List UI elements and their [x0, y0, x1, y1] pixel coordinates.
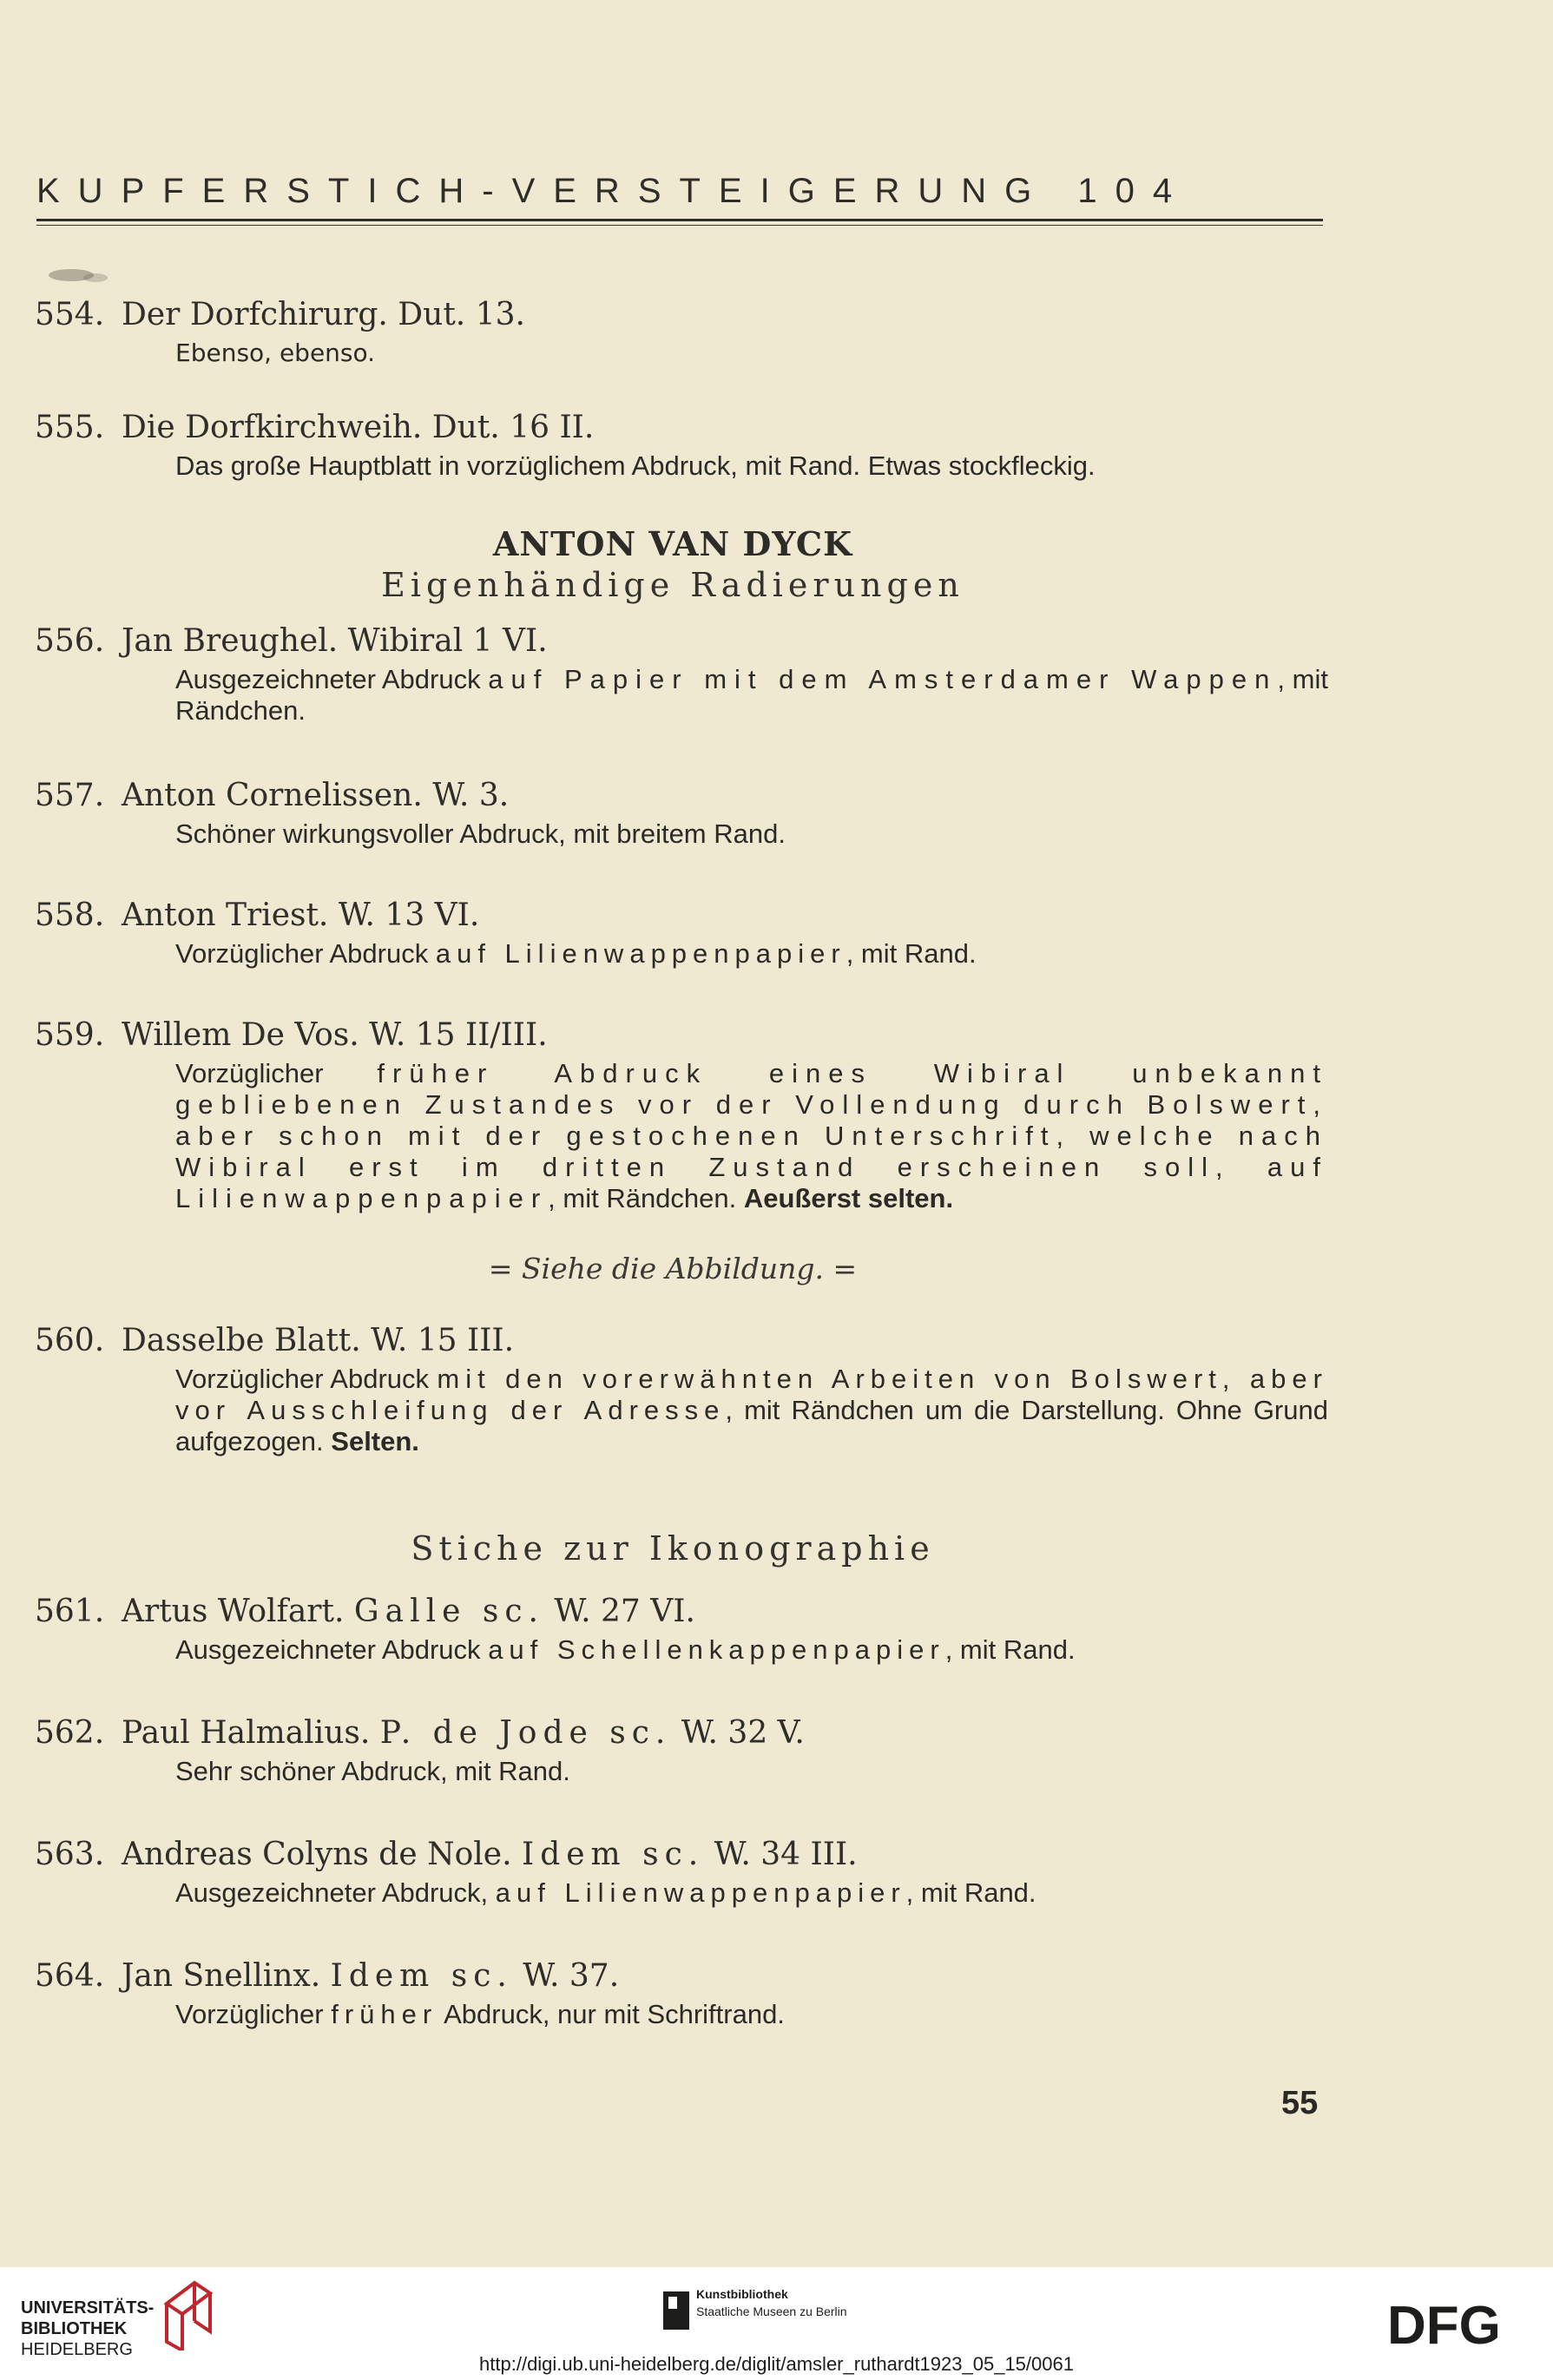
- desc-text-end: , mit Rändchen.: [548, 1183, 737, 1213]
- desc-emphasis: Aeußerst selten.: [743, 1183, 954, 1213]
- lot-563: [35, 1837, 1328, 1909]
- desc-text: Vorzüglicher: [175, 1999, 324, 2029]
- desc-spaced: früher: [331, 1999, 438, 2029]
- lot-554: [35, 297, 1328, 369]
- lot-title: Jan Snellinx.: [122, 1958, 321, 1994]
- section-artist: ANTON VAN DYCK: [492, 524, 853, 563]
- lot-engraver: Idem sc.: [521, 1837, 705, 1872]
- ub-line-1: UNIVERSITÄTS-: [21, 2298, 155, 2318]
- figure-note: = Siehe die Abbildung. =: [488, 1252, 858, 1285]
- desc-text-end: , mit Rand.: [846, 938, 977, 969]
- lot-number: 559.: [35, 1017, 105, 1053]
- lot-reference: W. 27 VI.: [554, 1594, 695, 1629]
- desc-spaced: auf Lilienwappenpapier: [435, 938, 846, 969]
- lot-number: 556.: [35, 623, 105, 659]
- lot-number: 563.: [35, 1837, 105, 1872]
- desc-text: Vorzüglicher Abdruck: [175, 1364, 430, 1394]
- lot-number: 554.: [35, 297, 105, 332]
- page-header: KUPFERSTICH-VERSTEIGERUNG 104: [36, 172, 1191, 210]
- desc-text-end: , mit Rand.: [905, 1877, 1036, 1908]
- lot-description: [175, 1999, 1328, 2030]
- desc-spaced: früher Abdruck eines Wibiral unbekannt gebliebenen Zustandes vor der Vollendung durch Bolswert, aber schon mit der gestochenen Unterschrift, welche nach Wibiral erst im dritten Zustand erscheinen soll, auf Lilienwappenpapier: [175, 1058, 1328, 1213]
- desc-text-end: , mit Rand.: [944, 1634, 1076, 1665]
- permalink-url[interactable]: http://digi.ub.uni-heidelberg.de/diglit/amsler_ruthardt1923_05_15/0061: [479, 2353, 1074, 2375]
- lot-559: [35, 1017, 1328, 1214]
- lot-title: Willem De Vos. W. 15 II/III.: [122, 1017, 548, 1053]
- lot-number: 562.: [35, 1715, 105, 1751]
- lot-number: 564.: [35, 1958, 105, 1994]
- lot-558: [35, 897, 1328, 970]
- desc-text-end: Abdruck, nur mit Schriftrand.: [444, 1999, 785, 2029]
- lot-engraver: Idem sc.: [330, 1958, 513, 1994]
- lot-562: [35, 1715, 1328, 1787]
- ub-heidelberg-logo-icon: [160, 2278, 214, 2350]
- lot-title: Die Dorfkirchweih. Dut. 16 II.: [122, 410, 595, 445]
- lot-description: Das große Hauptblatt in vorzüglichem Abdruck, mit Rand. Etwas stockfleckig.: [175, 450, 1096, 481]
- lot-title: Der Dorfchirurg. Dut. 13.: [122, 297, 525, 332]
- lot-engraver: Galle sc.: [353, 1594, 544, 1629]
- desc-emphasis: Selten.: [331, 1426, 419, 1456]
- kunstbibliothek-label: [696, 2285, 847, 2320]
- lot-title: Artus Wolfart.: [122, 1594, 345, 1629]
- lot-557: [35, 778, 1328, 850]
- lot-description: [175, 938, 1328, 970]
- desc-text: Vorzüglicher: [175, 1058, 324, 1088]
- section-subtitle: Eigenhändige Radierungen: [381, 566, 964, 604]
- lot-title: Andreas Colyns de Nole.: [122, 1837, 512, 1872]
- desc-spaced: mit den vorerwähnten Arbeiten von Bolswert, aber vor Ausschleifung der Adresse: [175, 1364, 1328, 1425]
- lot-number: 558.: [35, 897, 105, 933]
- lot-description: [175, 1058, 1328, 1214]
- dfg-logo-text: DFG: [1387, 2300, 1501, 2347]
- desc-spaced: auf Lilienwappenpapier: [495, 1877, 906, 1908]
- lot-number: 555.: [35, 410, 105, 445]
- desc-text-end: , mit Rändchen um die Darstellung. Ohne Grund aufgezogen.: [175, 1395, 1328, 1456]
- ub-line-2: BIBLIOTHEK: [21, 2319, 128, 2338]
- header-rule: [36, 219, 1323, 221]
- lot-description: Ebenso, ebenso.: [175, 339, 376, 367]
- lot-description: [175, 664, 1328, 726]
- lot-description: [175, 1634, 1328, 1666]
- lot-title: Paul Halmalius.: [122, 1715, 371, 1751]
- lot-number: 561.: [35, 1594, 105, 1629]
- lot-reference: W. 34 III.: [714, 1837, 858, 1872]
- lot-number: 560.: [35, 1323, 105, 1358]
- ub-line-3: HEIDELBERG: [21, 2340, 133, 2359]
- desc-spaced: auf Papier mit dem Amsterdamer Wappen: [488, 664, 1278, 694]
- lot-reference: W. 32 V.: [681, 1715, 805, 1751]
- lot-555: [35, 410, 1328, 482]
- section-subtitle-2: Stiche zur Ikonographie: [411, 1529, 935, 1568]
- page-number: 55: [1281, 2085, 1319, 2121]
- lot-title: Anton Cornelissen. W. 3.: [122, 778, 510, 813]
- kb-line-1: Kunstbibliothek: [696, 2287, 788, 2301]
- desc-text: Vorzüglicher Abdruck: [175, 938, 429, 969]
- desc-text: Ausgezeichneter Abdruck,: [175, 1877, 489, 1908]
- lot-description: [175, 1877, 1328, 1909]
- lot-title: Anton Triest. W. 13 VI.: [122, 897, 480, 933]
- desc-spaced: auf Schellenkappenpapier: [488, 1634, 945, 1665]
- lot-engraver: P. de Jode sc.: [379, 1715, 672, 1751]
- lot-description: [175, 1364, 1328, 1457]
- lot-title: Dasselbe Blatt. W. 15 III.: [122, 1323, 515, 1358]
- lot-title: Jan Breughel. Wibiral 1 VI.: [122, 623, 548, 659]
- lot-564: [35, 1958, 1328, 2030]
- lot-reference: W. 37.: [523, 1958, 620, 1994]
- lot-560: [35, 1323, 1328, 1457]
- desc-text: Ausgezeichneter Abdruck: [175, 1634, 481, 1665]
- kb-line-2: Staatliche Museen zu Berlin: [696, 2304, 847, 2318]
- ink-stain: [45, 266, 123, 285]
- desc-text: Ausgezeichneter Abdruck: [175, 664, 481, 694]
- lot-description: Sehr schöner Abdruck, mit Rand.: [175, 1756, 570, 1786]
- lot-description: Schöner wirkungsvoller Abdruck, mit breitem Rand.: [175, 819, 786, 849]
- kunstbibliothek-logo-icon: [663, 2291, 689, 2330]
- lot-561: [35, 1594, 1328, 1666]
- dfg-logo: [1387, 2300, 1528, 2347]
- header-rule-thin: [36, 225, 1323, 226]
- lot-number: 557.: [35, 778, 105, 813]
- lot-556: [35, 623, 1328, 726]
- desc-text-end: , mit Rändchen.: [175, 664, 1328, 726]
- ub-heidelberg-label: [21, 2298, 154, 2360]
